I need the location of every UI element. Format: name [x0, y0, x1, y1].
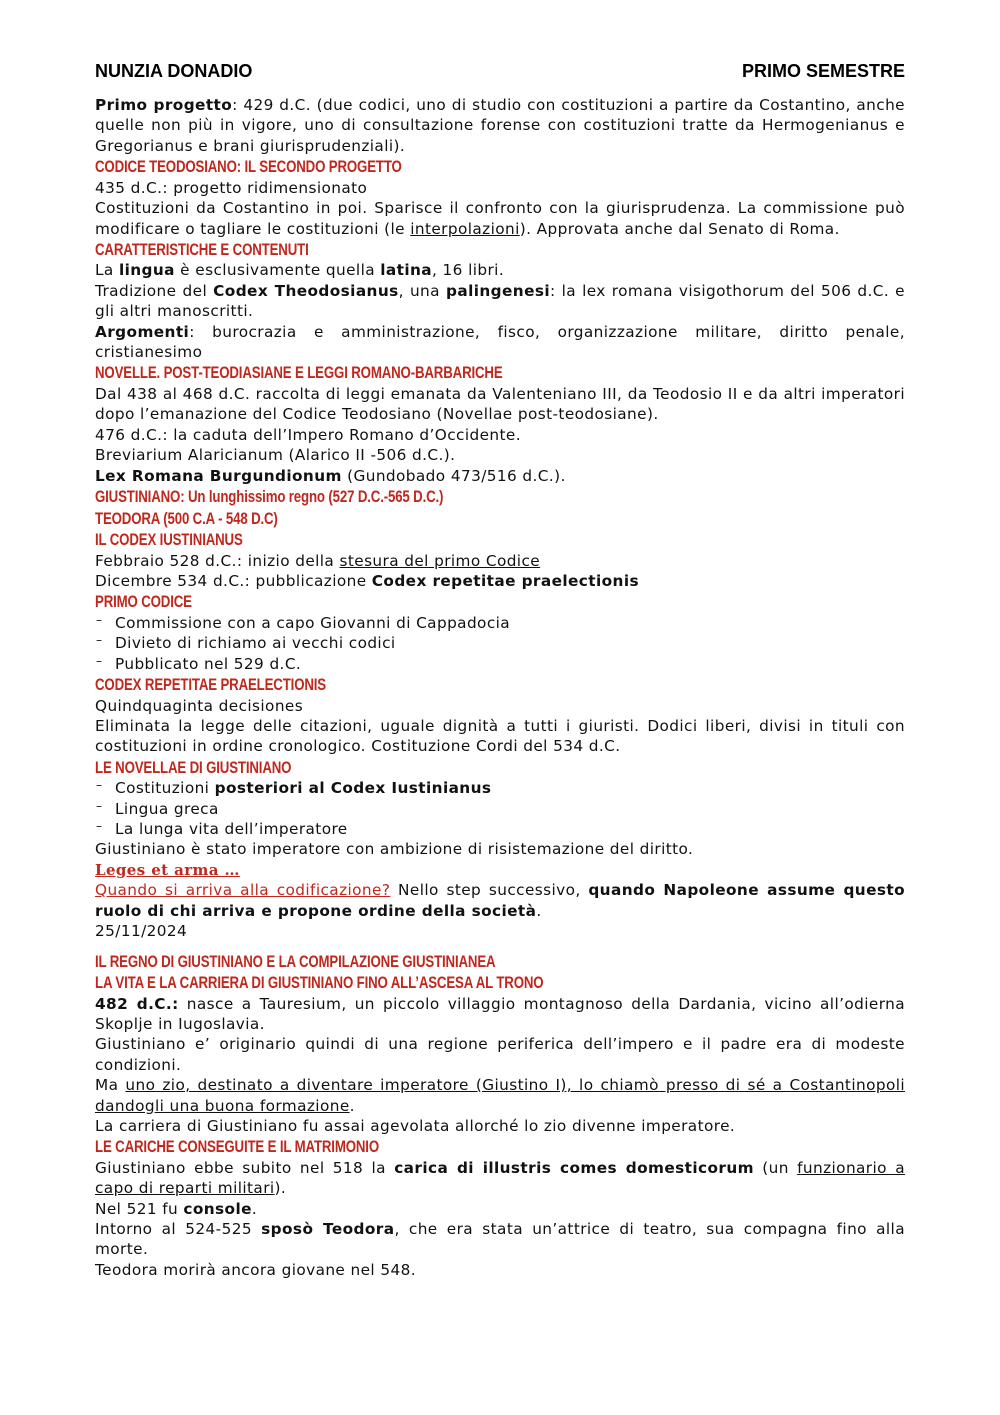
- paragraph: [95, 322, 905, 363]
- lecture-date: 25/11/2024: [95, 922, 188, 941]
- text: ).: [274, 1179, 287, 1198]
- text: Nello step successivo,: [390, 881, 589, 900]
- heading-caratteristiche: CARATTERISTICHE E CONTENUTI: [95, 239, 309, 259]
- paragraph: Dal 438 al 468 d.C. raccolta di leggi emanata da Valenteniano III, da Teodosio II e da altri imperatori dopo l’emanazione del Codice Teodosiano (Novellae post-teodosiane).: [95, 384, 905, 424]
- list-item: – Lingua greca: [95, 799, 905, 819]
- underlined-text: funzionario a capo di reparti militari: [95, 1158, 905, 1198]
- text: Giustiniano ebbe subito nel 518 la: [95, 1158, 395, 1177]
- paragraph: La carriera di Giustiniano fu assai agevolata allorché lo zio divenne imperatore.: [95, 1116, 736, 1135]
- text: Febbraio 528 d.C.: inizio della: [95, 551, 340, 570]
- paragraph: Quindquaginta decisiones: [95, 696, 304, 715]
- underlined-text: interpolazioni: [410, 219, 520, 238]
- bullet-list: [95, 613, 905, 674]
- paragraph: [95, 281, 905, 322]
- author-name: NUNZIA DONADIO: [95, 61, 253, 81]
- paragraph: [95, 571, 905, 591]
- text: Ma: [95, 1076, 126, 1095]
- text: : la lex romana visigothorum del 506 d.C. e gli altri manoscritti.: [95, 281, 905, 321]
- list-item: – Commissione con a capo Giovanni di Cappadocia: [95, 613, 905, 633]
- list-item: – La lunga vita dell’imperatore: [95, 819, 905, 839]
- heading-primo-codice: PRIMO CODICE: [95, 592, 192, 612]
- document-body: [95, 95, 905, 1280]
- text: (Gundobado 473/516 d.C.).: [341, 466, 566, 485]
- bold-text: latina: [380, 261, 433, 280]
- bold-text: palingenesi: [446, 281, 550, 300]
- text: .: [251, 1199, 258, 1218]
- paragraph: [95, 95, 905, 156]
- paragraph: [95, 1199, 905, 1219]
- bold-text: lingua: [118, 261, 175, 280]
- bold-text: Codex repetitae praelectionis: [371, 571, 639, 590]
- heading-giustiniano: GIUSTINIANO: Un lunghissimo regno (527 D.C.-565 D.C.): [95, 487, 444, 506]
- text: Dicembre 534 d.C.: pubblicazione: [95, 571, 372, 590]
- bold-text: console: [183, 1199, 252, 1218]
- text: .: [536, 901, 542, 920]
- text: , 16 libri.: [432, 261, 505, 280]
- paragraph: 435 d.C.: progetto ridimensionato: [95, 178, 368, 197]
- heading-novellae: LE NOVELLAE DI GIUSTINIANO: [95, 757, 292, 777]
- bullet-list: [95, 778, 905, 839]
- paragraph: 476 d.C.: la caduta dell’Impero Romano d’Occidente.: [95, 425, 521, 444]
- text: , che era stata un’attrice di teatro, sua compagna fino alla morte.: [95, 1220, 905, 1259]
- underlined-text: stesura del primo Codice: [339, 551, 541, 570]
- paragraph: [95, 880, 905, 921]
- heading-novelle: NOVELLE. POST-TEODIASIANE E LEGGI ROMANO-BARBARICHE: [95, 363, 503, 383]
- bold-text: Codex Theodosianus: [213, 281, 399, 300]
- heading-codex-repetitae: CODEX REPETITAE PRAELECTIONIS: [95, 675, 327, 695]
- text: Intorno al 524-525: [95, 1220, 262, 1239]
- text: La: [95, 261, 119, 280]
- page-header: [95, 61, 905, 85]
- bold-text: posteriori al Codex Iustinianus: [214, 779, 492, 798]
- text: Costituzioni da Costantino in poi. Sparisce il confronto con la giurisprudenza. La commissione può modificare o tagliare le costituzioni (le: [95, 199, 905, 238]
- heading-regno: IL REGNO DI GIUSTINIANO E LA COMPILAZIONE GIUSTINIANEA: [95, 951, 496, 971]
- text: nasce a Tauresium, un piccolo villaggio montagnoso della Dardania, vicino all’odierna Skoplje in Iugoslavia.: [95, 994, 905, 1033]
- paragraph: Giustiniano e’ originario quindi di una regione periferica dell’impero e il padre era di modeste condizioni.: [95, 1035, 905, 1074]
- paragraph: [95, 260, 905, 280]
- text: è esclusivamente quella: [174, 261, 381, 280]
- bold-text: quando Napoleone assume questo ruolo di chi arriva e propone ordine della società: [95, 881, 905, 920]
- paragraph: [95, 994, 905, 1035]
- list-item: [95, 778, 905, 798]
- heading-teodora: TEODORA (500 C.A - 548 D.C): [95, 508, 278, 528]
- paragraph: Breviarium Alaricianum (Alarico II -506 d.C.).: [95, 446, 456, 465]
- text: , una: [398, 281, 446, 300]
- underlined-text: uno zio, destinato a diventare imperatore (Giustino I), lo chiamò presso di sé a Costantinopoli dandogli una buona formazione: [95, 1076, 906, 1115]
- heading-cariche: LE CARICHE CONSEGUITE E IL MATRIMONIO: [95, 1137, 379, 1157]
- paragraph: [95, 1219, 905, 1260]
- paragraph: Teodora morirà ancora giovane nel 548.: [95, 1260, 416, 1279]
- text: Nel 521 fu: [95, 1199, 184, 1218]
- bold-text: Primo progetto: [95, 96, 233, 114]
- bold-text: Argomenti: [95, 322, 190, 341]
- list-item: – Divieto di richiamo ai vecchi codici: [95, 633, 905, 653]
- text: .: [349, 1096, 355, 1115]
- bold-text: sposò Teodora: [261, 1220, 395, 1239]
- bold-text: Lex Romana Burgundionum: [95, 466, 342, 485]
- bold-text: 482 d.C.:: [95, 994, 179, 1013]
- text: Tradizione del: [95, 281, 214, 300]
- paragraph: [95, 198, 905, 239]
- codification-link[interactable]: Quando si arriva alla codificazione?: [95, 881, 391, 900]
- paragraph: Eliminata la legge delle citazioni, uguale dignità a tutti i giuristi. Dodici liberi, divisi in tituli con costituzioni in ordine cronologico. Costituzione Cordi del 534 d.C.: [95, 716, 905, 756]
- paragraph: [95, 1075, 905, 1116]
- leges-et-arma-title: Leges et arma …: [95, 860, 240, 879]
- text: ). Approvata anche dal Senato di Roma.: [519, 219, 840, 238]
- paragraph: Giustiniano è stato imperatore con ambizione di risistemazione del diritto.: [95, 840, 694, 859]
- text: Costituzioni: [115, 779, 215, 798]
- list-item: – Pubblicato nel 529 d.C.: [95, 654, 905, 674]
- paragraph: [95, 466, 905, 486]
- heading-codex-iustinianus: IL CODEX IUSTINIANUS: [95, 530, 243, 549]
- heading-vita: LA VITA E LA CARRIERA DI GIUSTINIANO FINO ALL’ASCESA AL TRONO: [95, 973, 544, 992]
- paragraph: [95, 551, 905, 571]
- bold-text: carica di illustris comes domesticorum: [394, 1158, 754, 1177]
- paragraph: [95, 1158, 905, 1199]
- text: : burocrazia e amministrazione, fisco, organizzazione militare, diritto penale, cristianesimo: [95, 322, 905, 362]
- text: : 429 d.C. (due codici, uno di studio con costituzioni a partire da Costantino, anche quelle non più in vigore, uno di consultazione forense con costituzioni tratte da Hermogenianus e Gregorianus e brani giurisprudenziali).: [95, 96, 905, 155]
- heading-codice-teodosiano: CODICE TEODOSIANO: IL SECONDO PROGETTO: [95, 157, 402, 177]
- semester-label: PRIMO SEMESTRE: [741, 61, 905, 81]
- text: (un: [753, 1158, 798, 1177]
- leges-title: [95, 860, 905, 880]
